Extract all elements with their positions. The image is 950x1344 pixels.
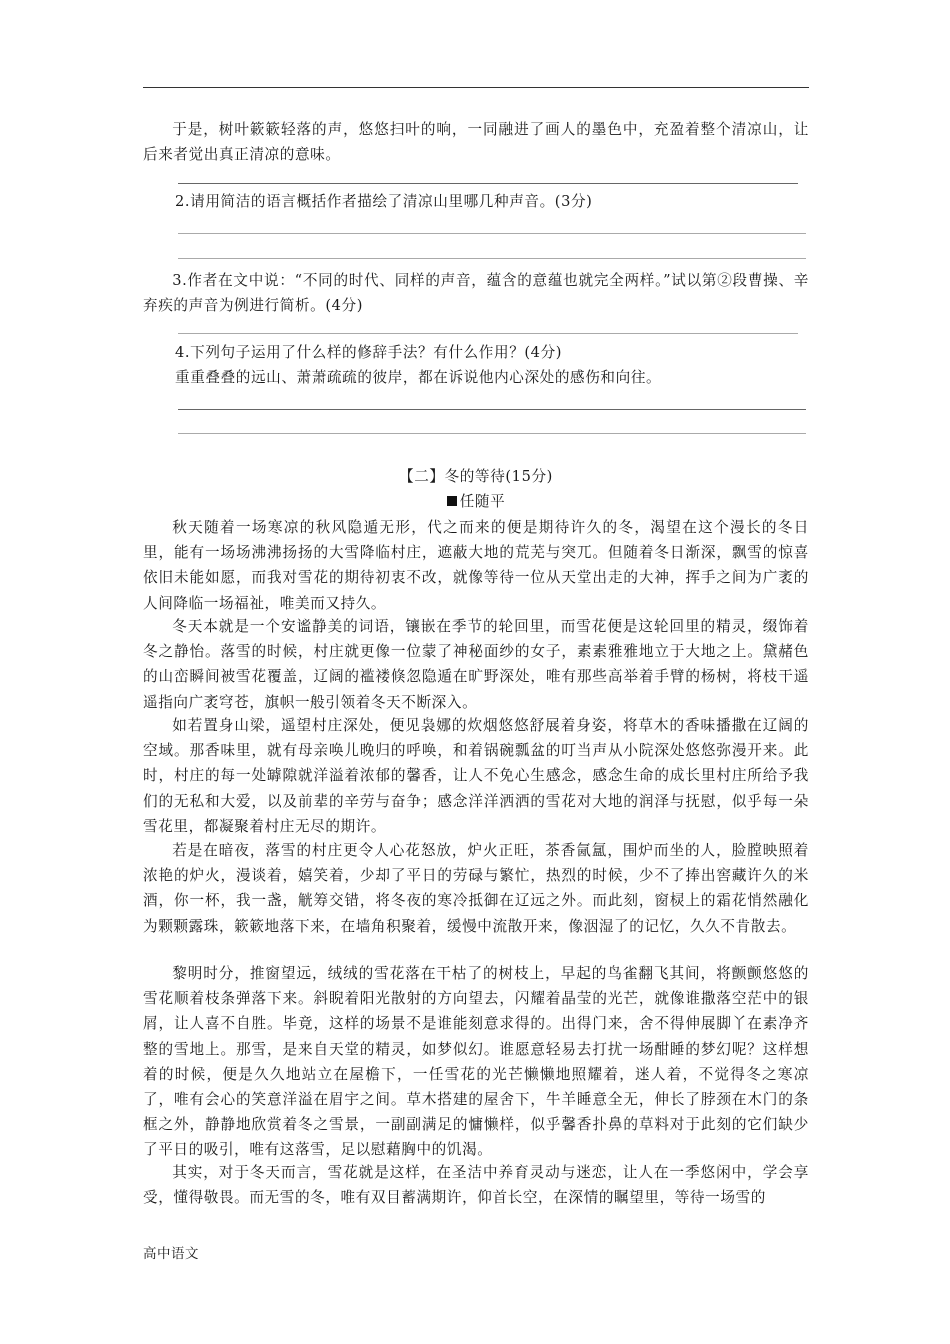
page-footer: 高中语文 [143,1246,199,1262]
question-2: 2.请用简洁的语言概括作者描绘了清凉山里哪几种声音。(3分) [175,193,593,210]
intro-paragraph: 于是，树叶簌簌轻落的声，悠悠扫叶的响，一同融进了画人的墨色中，充盈着整个清凉山，让后来者觉出真正清凉的意味。 [143,121,809,164]
question-3: 3.作者在文中说：“不同的时代、同样的声音，蕴含的意蕴也就完全两样。”试以第②段曹操、辛弃疾的声音为例进行简析。(4分) [143,272,809,315]
black-square-icon [447,496,457,506]
answer-line [178,333,798,334]
answer-line [178,233,806,234]
answer-line [178,258,806,259]
answer-line [178,183,798,184]
article-author-line [143,490,809,514]
article-paragraph: 秋天随着一场寒凉的秋风隐遁无形，代之而来的便是期待许久的冬，渴望在这个漫长的冬日里，能有一场场沸沸扬扬的大雪降临村庄，遮蔽大地的荒芜与突兀。但随着冬日渐深，飘雪的惊喜依旧未能如愿，而我对雪花的期待初衷不改，就像等待一位从天堂出走的大神，挥手之间为广袤的人间降临一场福祉，唯美而又持久。 [143,519,809,612]
header-rule [143,87,809,88]
article-paragraph: 若是在暗夜，落雪的村庄更令人心花怒放，炉火正旺，茶香氤氲，围炉而坐的人，脸膛映照着浓艳的炉火，漫谈着，嬉笑着，少却了平日的劳碌与繁忙，热烈的时候，少不了捧出窖藏许久的米酒，你一杯，我一盏，觥筹交错，将冬夜的寒冷抵御在辽远之外。而此刻，窗棂上的霜花悄然融化为颗颗露珠，簌簌地落下来，在墙角积聚着，缓慢中流散开来，像洇湿了的记忆，久久不肯散去。 [143,842,809,935]
answer-line [178,409,806,410]
article-paragraph: 黎明时分，推窗望远，绒绒的雪花落在干枯了的树枝上，早起的鸟雀翻飞其间，将颤颤悠悠的雪花顺着枝条弹落下来。斜睨着阳光散射的方向望去，闪耀着晶莹的光芒，就像谁撒落空茫中的银屑，让人喜不自胜。毕竟，这样的场景不是谁能刻意求得的。出得门来，舍不得伸展脚丫在素净齐整的雪地上。那雪，是来自天堂的精灵，如梦似幻。谁愿意轻易去打扰一场酣睡的梦幻呢？这样想着的时候，便是久久地站立在屋檐下，一任雪花的光芒懒懒地照耀着，迷人着，不觉得冬之寒凉了，唯有会心的笑意洋溢在眉宇之间。草木搭建的屋舍下，牛羊睡意全无，伸长了脖颈在木门的条框之外，静静地欣赏着冬之雪景，一副副满足的慵懒样，似乎馨香扑鼻的草料对于此刻的它们缺少了平日的吸引，唯有这落雪，足以慰藉胸中的饥渴。 [143,965,809,1159]
article-title: 【二】冬的等待(15分) [399,468,553,485]
question-4: 4.下列句子运用了什么样的修辞手法？有什么作用？(4分) [175,344,563,361]
article-paragraph: 冬天本就是一个安谧静美的词语，镶嵌在季节的轮回里，而雪花便是这轮回里的精灵，缀饰着冬之静怡。落雪的时候，村庄就更像一位蒙了神秘面纱的女子，素素雅雅地立于大地之上。黛赭色的山峦瞬间被雪花覆盖，辽阔的褴褛倏忽隐遁在旷野深处，唯有那些高举着手臂的杨树，将枝干遥遥指向广袤穹苍，旗帜一般引领着冬天不断深入。 [143,618,809,711]
article-paragraph: 如若置身山梁，遥望村庄深处，便见袅娜的炊烟悠悠舒展着身姿，将草木的香味播撒在辽阔的空域。那香味里，就有母亲唤儿晚归的呼唤，和着锅碗瓢盆的叮当声从小院深处悠悠弥漫开来。此时，村庄的每一处罅隙就洋溢着浓郁的馨香，让人不免心生感念，感念生命的成长里村庄所给予我们的无私和大爱，以及前辈的辛劳与奋争；感念洋洋洒洒的雪花对大地的润泽与抚慰，似乎每一朵雪花里，都凝聚着村庄无尽的期许。 [143,717,809,835]
article-paragraph: 其实，对于冬天而言，雪花就是这样，在圣洁中养育灵动与迷恋，让人在一季悠闲中，学会享受，懂得敬畏。而无雪的冬，唯有双目蓄满期许，仰首长空，在深情的瞩望里，等待一场雪的 [143,1164,809,1207]
question-4-sentence: 重重叠叠的远山、萧萧疏疏的彼岸，都在诉说他内心深处的感伤和向往。 [175,369,662,386]
answer-line [178,433,806,434]
article-author: 任随平 [459,493,506,510]
